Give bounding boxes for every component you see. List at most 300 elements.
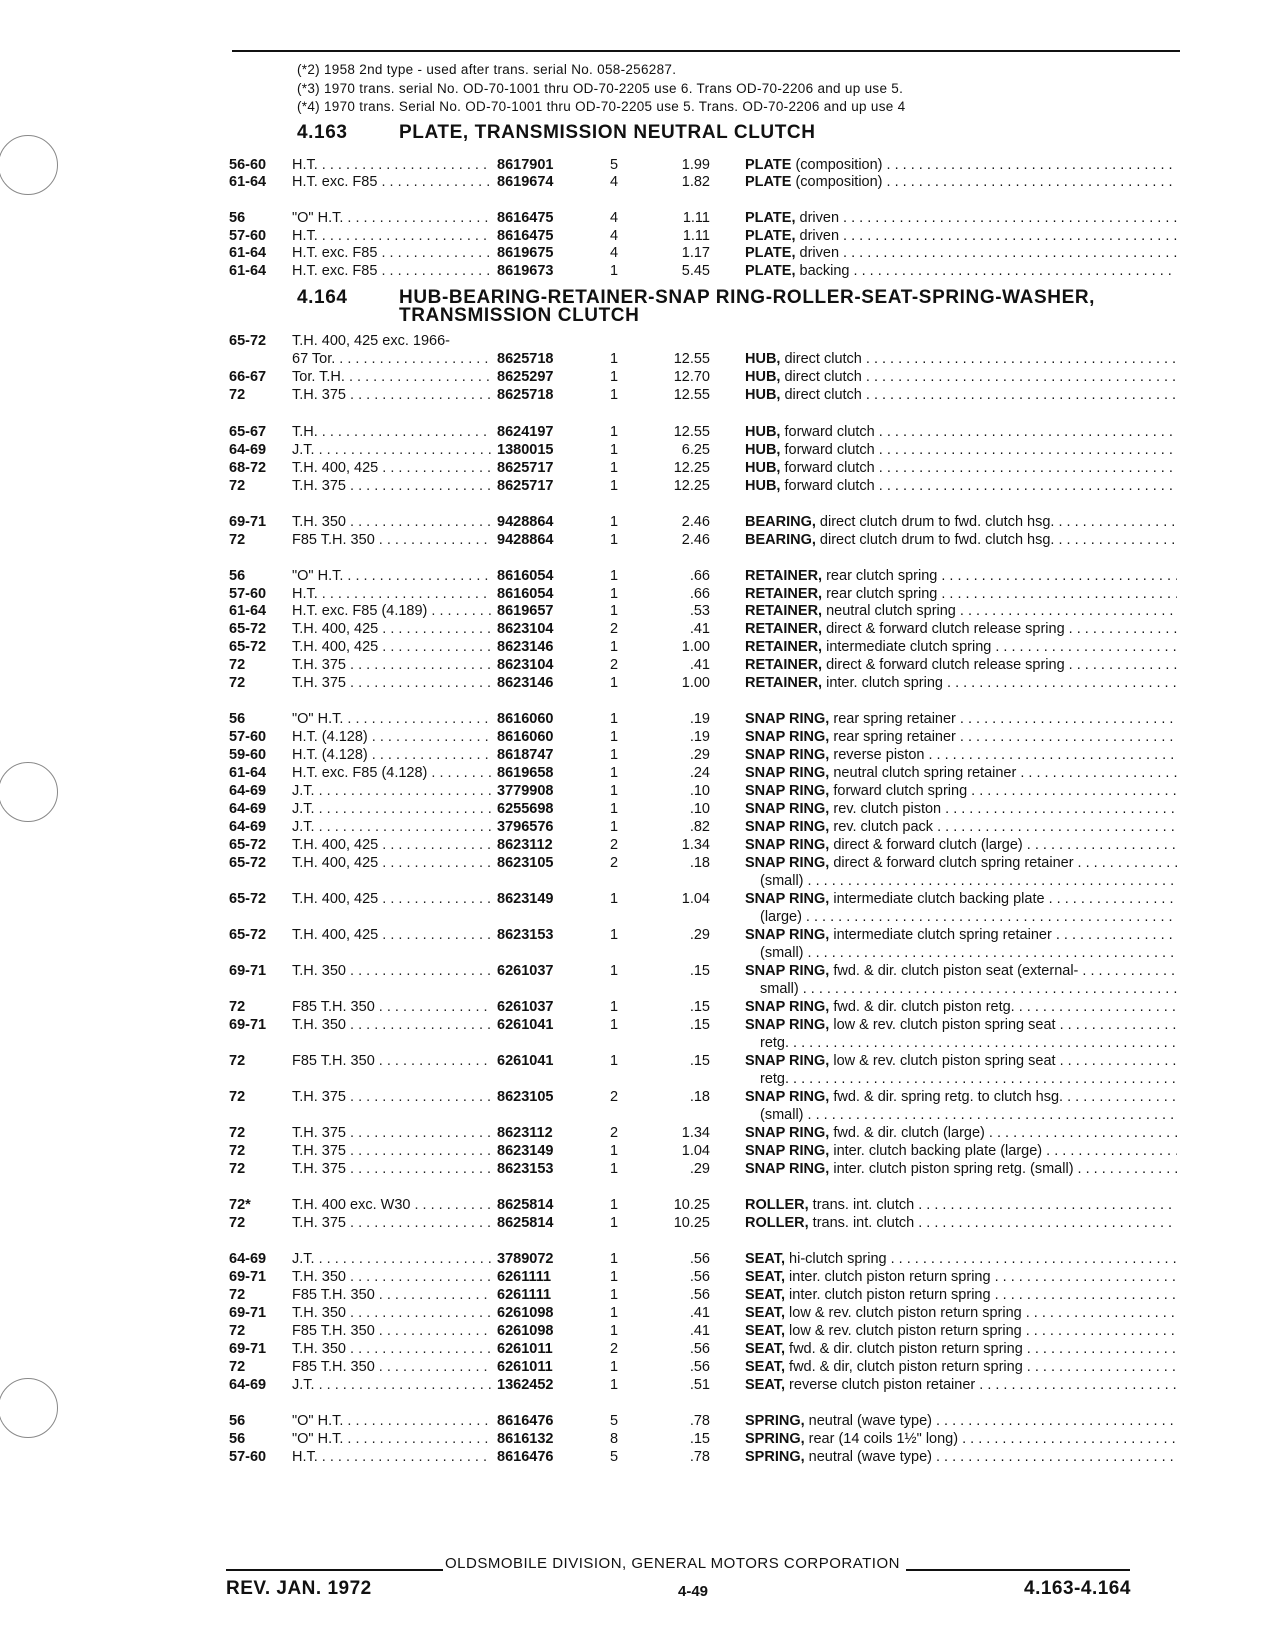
price: 10.25 bbox=[673, 1197, 710, 1213]
description bbox=[745, 1286, 1177, 1305]
part-name: RETAINER, bbox=[745, 586, 823, 602]
model-year: 65-72 bbox=[229, 639, 267, 655]
description bbox=[745, 1016, 1177, 1035]
footer-division: OLDSMOBILE DIVISION, GENERAL MOTORS CORPORATION bbox=[445, 1555, 900, 1572]
parts-row bbox=[0, 1016, 1272, 1035]
model-year: 61-64 bbox=[229, 245, 267, 261]
part-name: SPRING, bbox=[745, 1413, 805, 1429]
description bbox=[745, 674, 1177, 693]
parts-row bbox=[0, 926, 1272, 945]
price: .82 bbox=[689, 819, 710, 835]
price: .53 bbox=[689, 603, 710, 619]
parts-row bbox=[0, 1358, 1272, 1377]
price: .29 bbox=[689, 927, 710, 943]
model-application: J.T. . . . bbox=[292, 818, 492, 837]
description bbox=[745, 156, 1177, 175]
parts-row bbox=[0, 1070, 1272, 1089]
quantity: 2 bbox=[610, 621, 619, 637]
quantity: 1 bbox=[610, 532, 619, 548]
model-application: H.T. . . . bbox=[292, 156, 492, 175]
model-application: J.T. . . . bbox=[292, 782, 492, 801]
model-application: F85 T.H. 350 . . . bbox=[292, 998, 492, 1017]
section-number: 4.163 bbox=[297, 122, 348, 143]
quantity: 1 bbox=[610, 711, 619, 727]
part-name: RETAINER, bbox=[745, 657, 823, 673]
part-number: 8625717 bbox=[497, 478, 554, 494]
parts-row bbox=[0, 1106, 1272, 1125]
model-year: 64-69 bbox=[229, 783, 267, 799]
part-number: 8616060 bbox=[497, 711, 554, 727]
price: 12.70 bbox=[673, 369, 710, 385]
part-description: direct clutch drum to fwd. clutch hsg. bbox=[815, 532, 1055, 548]
part-number: 6261111 bbox=[497, 1287, 552, 1303]
part-number: 3796576 bbox=[497, 819, 554, 835]
part-name: HUB, bbox=[745, 478, 781, 494]
parts-row bbox=[0, 1196, 1272, 1215]
price: .24 bbox=[689, 765, 710, 781]
model-application: J.T. . . . bbox=[292, 800, 492, 819]
part-number: 8623105 bbox=[497, 855, 554, 871]
part-name: SNAP RING, bbox=[745, 837, 830, 853]
part-number: 8616060 bbox=[497, 729, 554, 745]
part-description: driven bbox=[795, 210, 840, 226]
part-description: backing bbox=[795, 263, 850, 279]
part-number: 8616054 bbox=[497, 586, 554, 602]
description bbox=[745, 1412, 1177, 1431]
parts-row bbox=[0, 746, 1272, 765]
description bbox=[745, 782, 1177, 801]
model-year: 72 bbox=[229, 675, 246, 691]
description bbox=[745, 728, 1177, 747]
description bbox=[745, 890, 1177, 909]
section-title-cont: TRANSMISSION CLUTCH bbox=[399, 305, 640, 326]
part-description: direct clutch bbox=[780, 351, 862, 367]
part-name: SNAP RING, bbox=[745, 747, 830, 763]
model-application: T.H. 375 . . . bbox=[292, 386, 492, 405]
parts-row bbox=[0, 908, 1272, 927]
description-cont: (small) . . . bbox=[760, 872, 1177, 891]
description bbox=[745, 1196, 1177, 1215]
parts-row bbox=[0, 656, 1272, 675]
price: 1.82 bbox=[681, 174, 710, 190]
model-year: 61-64 bbox=[229, 603, 267, 619]
model-year: 72 bbox=[229, 1359, 246, 1375]
price: 1.17 bbox=[681, 245, 710, 261]
model-year: 65-72 bbox=[229, 837, 267, 853]
model-year: 65-72 bbox=[229, 333, 267, 349]
description bbox=[745, 227, 1177, 246]
description bbox=[745, 1250, 1177, 1269]
parts-row bbox=[0, 782, 1272, 801]
description bbox=[745, 854, 1177, 873]
model-application: F85 T.H. 350 . . . bbox=[292, 1322, 492, 1341]
quantity: 2 bbox=[610, 855, 619, 871]
quantity: 1 bbox=[610, 675, 619, 691]
quantity: 1 bbox=[610, 747, 619, 763]
quantity: 1 bbox=[610, 801, 619, 817]
description bbox=[745, 836, 1177, 855]
part-number: 8625297 bbox=[497, 369, 554, 385]
part-name: RETAINER, bbox=[745, 639, 823, 655]
part-name: SNAP RING, bbox=[745, 783, 830, 799]
part-number: 6261037 bbox=[497, 963, 554, 979]
part-name: ROLLER, bbox=[745, 1215, 809, 1231]
part-number: 3789072 bbox=[497, 1251, 554, 1267]
part-name: SNAP RING, bbox=[745, 1161, 830, 1177]
part-description: direct clutch bbox=[780, 387, 862, 403]
part-description: trans. int. clutch bbox=[808, 1197, 915, 1213]
part-name: SNAP RING, bbox=[745, 963, 830, 979]
price: .29 bbox=[689, 1161, 710, 1177]
part-number: 6261041 bbox=[497, 1053, 554, 1069]
part-description: rear clutch spring bbox=[822, 568, 938, 584]
model-year: 72 bbox=[229, 478, 246, 494]
part-number: 8623146 bbox=[497, 675, 554, 691]
part-name: HUB, bbox=[745, 351, 781, 367]
part-number: 6261041 bbox=[497, 1017, 554, 1033]
part-number: 8623104 bbox=[497, 657, 554, 673]
part-description: fwd. & dir. clutch (large) bbox=[829, 1125, 985, 1141]
model-year: 72 bbox=[229, 1323, 246, 1339]
part-name: SPRING, bbox=[745, 1431, 805, 1447]
price: .18 bbox=[689, 855, 710, 871]
part-name: HUB, bbox=[745, 424, 781, 440]
price: 12.55 bbox=[673, 387, 710, 403]
description bbox=[745, 620, 1177, 639]
part-number: 8623104 bbox=[497, 621, 554, 637]
description bbox=[745, 1088, 1177, 1107]
parts-row bbox=[0, 764, 1272, 783]
part-number: 6261098 bbox=[497, 1323, 554, 1339]
parts-row bbox=[0, 620, 1272, 639]
model-year: 65-72 bbox=[229, 891, 267, 907]
quantity: 1 bbox=[610, 729, 619, 745]
quantity: 1 bbox=[610, 460, 619, 476]
part-number: 8619657 bbox=[497, 603, 554, 619]
part-description: low & rev. clutch piston spring seat bbox=[829, 1053, 1056, 1069]
quantity: 1 bbox=[610, 927, 619, 943]
parts-row bbox=[0, 1052, 1272, 1071]
description bbox=[745, 818, 1177, 837]
part-description: reverse piston bbox=[829, 747, 925, 763]
model-year: 72* bbox=[229, 1197, 251, 1213]
part-description: driven bbox=[795, 228, 840, 244]
price: .19 bbox=[689, 729, 710, 745]
model-application: T.H. 350 . . . bbox=[292, 1304, 492, 1323]
quantity: 1 bbox=[610, 568, 619, 584]
parts-row bbox=[0, 728, 1272, 747]
price: .56 bbox=[689, 1341, 710, 1357]
model-application: J.T. . . . bbox=[292, 1250, 492, 1269]
quantity: 1 bbox=[610, 1377, 619, 1393]
description bbox=[745, 638, 1177, 657]
quantity: 1 bbox=[610, 1287, 619, 1303]
parts-row bbox=[0, 818, 1272, 837]
description bbox=[745, 1142, 1177, 1161]
part-number: 1362452 bbox=[497, 1377, 554, 1393]
part-name: RETAINER, bbox=[745, 621, 823, 637]
parts-row bbox=[0, 173, 1272, 192]
parts-row bbox=[0, 962, 1272, 981]
part-description: inter. clutch piston spring retg. (small) bbox=[829, 1161, 1074, 1177]
quantity: 1 bbox=[610, 639, 619, 655]
price: .15 bbox=[689, 963, 710, 979]
part-description: inter. clutch spring bbox=[822, 675, 943, 691]
model-year: 72 bbox=[229, 1161, 246, 1177]
section-heading-4-164 bbox=[297, 288, 1197, 328]
model-application: T.H. 400, 425 . . . bbox=[292, 926, 492, 945]
part-name: BEARING, bbox=[745, 514, 816, 530]
quantity: 1 bbox=[610, 1197, 619, 1213]
description bbox=[745, 1376, 1177, 1395]
price: .18 bbox=[689, 1089, 710, 1105]
quantity: 4 bbox=[610, 245, 619, 261]
part-number: 8619673 bbox=[497, 263, 554, 279]
footer-page-number: 4-49 bbox=[678, 1583, 709, 1600]
quantity: 1 bbox=[610, 963, 619, 979]
parts-row bbox=[0, 998, 1272, 1017]
part-number: 8623149 bbox=[497, 1143, 554, 1159]
quantity: 1 bbox=[610, 387, 619, 403]
section-heading-4-163 bbox=[297, 123, 1197, 143]
parts-row bbox=[0, 332, 1272, 351]
description bbox=[745, 368, 1177, 387]
quantity: 5 bbox=[610, 1413, 619, 1429]
price: 1.34 bbox=[681, 837, 710, 853]
part-description: (composition) bbox=[791, 174, 883, 190]
part-number: 8623153 bbox=[497, 1161, 554, 1177]
description bbox=[745, 764, 1177, 783]
quantity: 1 bbox=[610, 891, 619, 907]
part-description: direct clutch bbox=[780, 369, 862, 385]
description bbox=[745, 423, 1177, 442]
quantity: 1 bbox=[610, 1359, 619, 1375]
part-name: SNAP RING, bbox=[745, 891, 830, 907]
part-description: rear spring retainer bbox=[829, 729, 956, 745]
part-description: direct & forward clutch spring retainer bbox=[829, 855, 1074, 871]
description bbox=[745, 531, 1177, 550]
model-application: T.H. 350 . . . bbox=[292, 1016, 492, 1035]
model-year: 56 bbox=[229, 1431, 246, 1447]
description bbox=[745, 459, 1177, 478]
part-description: forward clutch bbox=[780, 478, 875, 494]
model-application: H.T. (4.128) . . . bbox=[292, 746, 492, 765]
part-description: direct clutch drum to fwd. clutch hsg. bbox=[815, 514, 1055, 530]
part-description: rev. clutch piston bbox=[829, 801, 942, 817]
part-description: neutral clutch spring bbox=[822, 603, 956, 619]
quantity: 4 bbox=[610, 210, 619, 226]
part-description: rear spring retainer bbox=[829, 711, 956, 727]
part-number: 8616054 bbox=[497, 568, 554, 584]
quantity: 2 bbox=[610, 1125, 619, 1141]
quantity: 1 bbox=[610, 442, 619, 458]
part-description: intermediate clutch backing plate bbox=[829, 891, 1045, 907]
model-year: 68-72 bbox=[229, 460, 267, 476]
parts-row bbox=[0, 441, 1272, 460]
description bbox=[745, 998, 1177, 1017]
part-name: HUB, bbox=[745, 442, 781, 458]
model-year: 69-71 bbox=[229, 514, 267, 530]
model-year: 64-69 bbox=[229, 1377, 267, 1393]
model-application: H.T. . . . bbox=[292, 227, 492, 246]
description bbox=[745, 1304, 1177, 1323]
description bbox=[745, 1358, 1177, 1377]
part-number: 9428864 bbox=[497, 532, 554, 548]
part-name: PLATE, bbox=[745, 245, 796, 261]
part-description: forward clutch bbox=[780, 442, 875, 458]
quantity: 1 bbox=[610, 1269, 619, 1285]
model-application: F85 T.H. 350 . . . bbox=[292, 1286, 492, 1305]
parts-row bbox=[0, 368, 1272, 387]
part-number: 8625814 bbox=[497, 1215, 554, 1231]
quantity: 1 bbox=[610, 369, 619, 385]
part-number: 8623105 bbox=[497, 1089, 554, 1105]
part-name: SNAP RING, bbox=[745, 1125, 830, 1141]
part-name: SNAP RING, bbox=[745, 1143, 830, 1159]
price: .56 bbox=[689, 1269, 710, 1285]
parts-row bbox=[0, 638, 1272, 657]
model-year: 72 bbox=[229, 657, 246, 673]
part-name: SEAT, bbox=[745, 1287, 786, 1303]
part-name: SPRING, bbox=[745, 1449, 805, 1465]
part-number: 6255698 bbox=[497, 801, 554, 817]
part-number: 8616476 bbox=[497, 1449, 554, 1465]
part-description: neutral (wave type) bbox=[804, 1449, 932, 1465]
description bbox=[745, 513, 1177, 532]
parts-row bbox=[0, 1430, 1272, 1449]
price: 1.04 bbox=[681, 891, 710, 907]
quantity: 1 bbox=[610, 586, 619, 602]
part-description: reverse clutch piston retainer bbox=[785, 1377, 976, 1393]
model-year: 57-60 bbox=[229, 586, 267, 602]
part-number: 8625718 bbox=[497, 351, 554, 367]
parts-row bbox=[0, 1376, 1272, 1395]
parts-row bbox=[0, 854, 1272, 873]
part-description: low & rev. clutch piston return spring bbox=[785, 1305, 1022, 1321]
part-name: ROLLER, bbox=[745, 1197, 809, 1213]
price: .41 bbox=[689, 1323, 710, 1339]
parts-row bbox=[0, 1322, 1272, 1341]
part-name: HUB, bbox=[745, 369, 781, 385]
quantity: 8 bbox=[610, 1431, 619, 1447]
description-cont: (small) . . . bbox=[760, 944, 1177, 963]
parts-row bbox=[0, 1286, 1272, 1305]
model-year: 56-60 bbox=[229, 157, 267, 173]
part-name: SEAT, bbox=[745, 1377, 786, 1393]
part-name: BEARING, bbox=[745, 532, 816, 548]
model-year: 69-71 bbox=[229, 1305, 267, 1321]
model-year: 72 bbox=[229, 532, 246, 548]
description bbox=[745, 173, 1177, 192]
model-year: 65-72 bbox=[229, 927, 267, 943]
price: 5.45 bbox=[681, 263, 710, 279]
parts-row bbox=[0, 531, 1272, 550]
part-number: 6261011 bbox=[497, 1359, 553, 1375]
model-application: T.H. 350 . . . bbox=[292, 1268, 492, 1287]
part-number: 8616476 bbox=[497, 1413, 554, 1429]
part-name: SNAP RING, bbox=[745, 729, 830, 745]
description-cont: retg. . . . bbox=[760, 1070, 1177, 1089]
part-description: intermediate clutch spring retainer bbox=[829, 927, 1052, 943]
part-description: rear (14 coils 1½" long) bbox=[804, 1431, 959, 1447]
description-cont: retg. . . . bbox=[760, 1034, 1177, 1053]
model-application: T.H. 350 . . . bbox=[292, 513, 492, 532]
footer-section-range: 4.163-4.164 bbox=[1024, 1578, 1131, 1599]
parts-row bbox=[0, 1034, 1272, 1053]
part-description: fwd. & dir. clutch piston seat (external- bbox=[829, 963, 1079, 979]
part-number: 8625717 bbox=[497, 460, 554, 476]
description bbox=[745, 656, 1177, 675]
description bbox=[745, 350, 1177, 369]
part-name: SNAP RING, bbox=[745, 765, 830, 781]
part-description: fwd. & dir. clutch piston retg. bbox=[829, 999, 1015, 1015]
model-application: J.T. . . . bbox=[292, 441, 492, 460]
model-application: H.T. exc. F85 (4.128) . . . bbox=[292, 764, 492, 783]
parts-row bbox=[0, 585, 1272, 604]
part-number: 8619675 bbox=[497, 245, 554, 261]
parts-row bbox=[0, 1268, 1272, 1287]
part-description: fwd. & dir. spring retg. to clutch hsg. bbox=[829, 1089, 1064, 1105]
parts-row bbox=[0, 227, 1272, 246]
price: 1.99 bbox=[681, 157, 710, 173]
description bbox=[745, 1160, 1177, 1179]
price: .10 bbox=[689, 783, 710, 799]
part-description: neutral (wave type) bbox=[804, 1413, 932, 1429]
model-year: 65-67 bbox=[229, 424, 267, 440]
parts-row bbox=[0, 244, 1272, 263]
model-year: 72 bbox=[229, 1287, 246, 1303]
quantity: 1 bbox=[610, 1251, 619, 1267]
model-year: 61-64 bbox=[229, 765, 267, 781]
part-description: rev. clutch pack bbox=[829, 819, 934, 835]
part-name: SNAP RING, bbox=[745, 819, 830, 835]
model-application: T.H. 375 . . . bbox=[292, 1124, 492, 1143]
model-application: H.T. . . . bbox=[292, 585, 492, 604]
part-description: trans. int. clutch bbox=[808, 1215, 915, 1231]
parts-row bbox=[0, 1340, 1272, 1359]
part-name: RETAINER, bbox=[745, 568, 823, 584]
description bbox=[745, 1340, 1177, 1359]
price: 1.00 bbox=[681, 675, 710, 691]
description bbox=[745, 1448, 1177, 1467]
price: 1.00 bbox=[681, 639, 710, 655]
price: .51 bbox=[689, 1377, 710, 1393]
model-application: T.H. 400, 425 . . . bbox=[292, 638, 492, 657]
quantity: 1 bbox=[610, 1215, 619, 1231]
part-name: SNAP RING, bbox=[745, 1089, 830, 1105]
parts-row bbox=[0, 1250, 1272, 1269]
price: .15 bbox=[689, 999, 710, 1015]
part-number: 8623149 bbox=[497, 891, 554, 907]
price: 1.11 bbox=[682, 210, 710, 226]
model-year: 56 bbox=[229, 1413, 246, 1429]
model-application: T.H. 350 . . . bbox=[292, 962, 492, 981]
quantity: 2 bbox=[610, 837, 619, 853]
part-name: SEAT, bbox=[745, 1359, 786, 1375]
parts-row bbox=[0, 1304, 1272, 1323]
part-number: 8618747 bbox=[497, 747, 554, 763]
footer-rule-left bbox=[226, 1569, 443, 1571]
model-year: 72 bbox=[229, 1053, 246, 1069]
part-number: 8623153 bbox=[497, 927, 554, 943]
description-cont: (small) . . . bbox=[760, 1106, 1177, 1125]
price: .15 bbox=[689, 1053, 710, 1069]
footnote: (*4) 1970 trans. Serial No. OD-70-1001 thru OD-70-2205 use 5. Trans. OD-70-2206 and up use 4 bbox=[297, 99, 906, 114]
model-application: T.H. 375 . . . bbox=[292, 1160, 492, 1179]
part-name: SEAT, bbox=[745, 1341, 786, 1357]
part-number: 8616132 bbox=[497, 1431, 554, 1447]
description bbox=[745, 800, 1177, 819]
